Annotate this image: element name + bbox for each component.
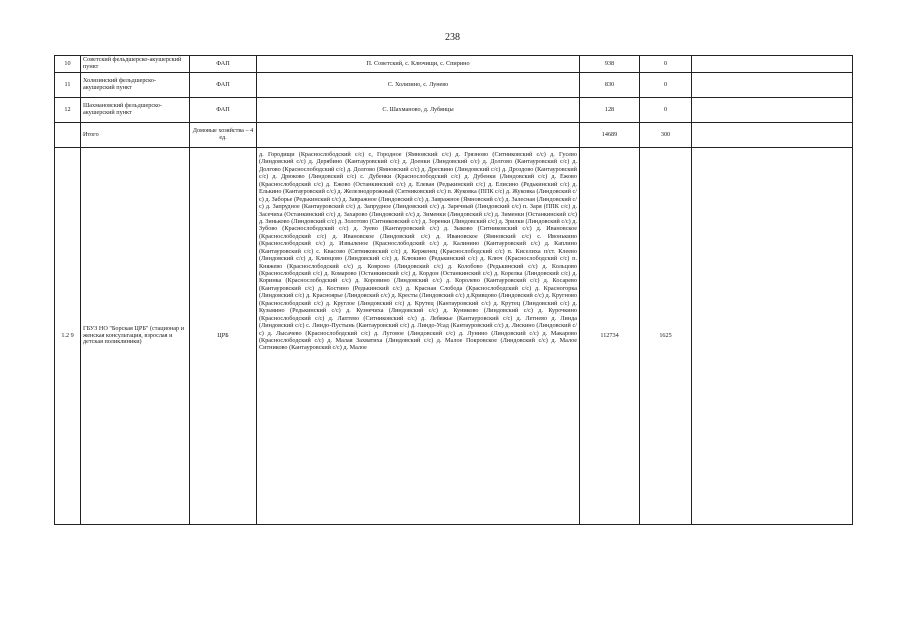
facility-type: ФАП (190, 98, 257, 123)
population: 830 (580, 73, 640, 98)
children: 1625 (640, 148, 692, 525)
row-number (55, 123, 81, 148)
table-row (55, 98, 853, 123)
facility-name: ГБУЗ НО "Борская ЦРБ" (стационар и женская консультация, взрослая и детская поликлиники) (81, 148, 190, 525)
table-row (55, 56, 853, 73)
population-total: 14689 (580, 123, 640, 148)
population: 128 (580, 98, 640, 123)
settlements: С. Холязино, с. Лунево (257, 73, 580, 98)
settlements-list: д. Городищи (Краснослободский с/с) с, Городное (Ямновский с/с) д. Грязново (Ситниковский с/с) д. Гусево (Линдовский с/с) д. Дерябино (Кантауровский с/с) д. Доенки (Линдовский с/с) д. Долгово (Кантауровский с/с) д. Долгово (Краснослободский с/с) д. Долгово (Ямновский с/с) д. Дресвино (Линдовский с/с) д. Дроздово (Кантауровский с/с) д. Дрюково (Линдовский с/с) с. Дубенки (Краснослободский с/с) д. Дубенки (Линдовский с/с) д. Ежово (Краснослободский с/с) д. Ежово (Останкинский с/с) д. Елевая (Редькинский с/с) д. Елисино (Редькинский с/с) д. Елькино (Кантауровский с/с) д. Железнодорожный (Ситниковский с/с) п. Жуковка (ППК с/с) д. Жуковка (Линдовский с/с) д. Заборье (Редькинский с/с) д. Завражное (Линдовский с/с) д. Завражное (Ямновский с/с) д. Залесная (Линдовский с/с) д. Запрудное (Кантауровский с/с) д. Запрудное (Линдовский с/с) д. Заречный (Линдовский с/с) п. Заря (ППК с/с) д. Засечиха (Останкинский с/с) д. Захарово (Линдовский с/с) д. Зименки (Линдовский с/с) д. Зименки (Останкинский с/с) д. Зиньково (Линдовский с/с) д. Золотово (Ситниковский с/с) д. Зоренки (Линдовский с/с) д. Зрилки (Линдовский с/с) д. Зубово (Краснослободский с/с) д. Зуево (Кантауровский с/с) д. Зыково (Ситниковский с/с) д. Ивановское (Краснослободский с/с) д. Ивановское (Линдовский с/с) д. Ивановское (Ямновский с/с) с. Ивонькино (Краснослободский с/с) д. Извыленое (Краснослободский с/с) д. Калинино (Кантауровский с/с) д. Каплино (Кантауровский с/с) с. Квасово (Ситниковский с/с) д. Керженец (Краснослободский с/с) п. Киселиха п/ст. Клеево (Линдовский с/с) д. Клинцово (Линдовский с/с) д. Клюкино (Редькинский с/с) д. Ключ (Краснослободский с/с) п. Княжево (Краснослободский с/с) д. Ковроно (Линдовский с/с) д. Колобово (Редькинский с/с) д. Кольцово (Краснослободский с/с) д. Комарово (Останкинский с/с) д. Кордон (Останкинский с/с) д. Корелка (Линдовский с/с) д. Коринка (Краснослободский с/с) д. Коровино (Линдовский с/с) д. Королево (Кантауровский с/с) д. Косарево (Кантауровский с/с) д. Костино (Редькинский с/с) д. Красная Слобода (Краснослободский с/с) д. Красногорка (Линдовский с/с) д. Красноярье (Линдовский с/с) д. Кресты (Линдовский с/с) д.Кривцово (Линдовский с/с) д. Кругново (Краснослободский с/с) д. Круглое (Линдовский с/с) д. Крутец (Кантауровский с/с) д. Крутец (Линдовский с/с) д. Кузьмино (Редькинский с/с) д. Кузнечиха (Линдовский с/с) д. Куниково (Линдовский с/с) д. Курочкино (Краснослободский с/с) д. Лаптево (Ситниковский с/с) д. Лебяжье (Кантауровский с/с) д. Летнево д. Линда (Линдовский с/с) с. Линдо-Пустынь (Кантауровский с/с) д. Линдо-Усад (Кантауровский с/с) д. Лискино (Линдовский с/с) д. Лысачево (Краснослободский с/с) д. Луговое (Линдовский с/с) д. Лунино (Линдовский с/с) д. Макарово (Краснослободский с/с) д. Малая Захватиха (Линдовский с/с) д. Малое Покровское (Линдовский с/с) д. Малое Ситниково (Кантауровский с/с) д. Малое (259, 151, 577, 352)
settlements: С. Шахманово, д. Лубянцы (257, 98, 580, 123)
empty-cell (692, 98, 853, 123)
settlements-cell (257, 148, 580, 525)
facility-type: ЦРБ (190, 148, 257, 525)
row-number: 10 (55, 56, 81, 73)
children: 0 (640, 56, 692, 73)
population: 938 (580, 56, 640, 73)
facility-name: Советский фельдшерско-акушерский пункт (81, 56, 190, 73)
row-number: 1.2 9 (55, 148, 81, 525)
settlements: П. Советский, с. Ключищи, с. Спирино (257, 56, 580, 73)
total-label: Итого (81, 123, 190, 148)
row-number: 12 (55, 98, 81, 123)
facilities-table (54, 55, 853, 525)
facility-type: ФАП (190, 73, 257, 98)
children-total: 300 (640, 123, 692, 148)
empty-cell (692, 56, 853, 73)
total-row (55, 123, 853, 148)
facility-name: Шахмановский фельдшерско-акушерский пункт (81, 98, 190, 123)
facility-name: Холязинский фельдшерско-акушерский пункт (81, 73, 190, 98)
settlements (257, 123, 580, 148)
row-number: 11 (55, 73, 81, 98)
empty-cell (692, 123, 853, 148)
table-row (55, 73, 853, 98)
page-number: 238 (445, 32, 460, 43)
empty-cell (692, 73, 853, 98)
children: 0 (640, 73, 692, 98)
empty-cell (692, 148, 853, 525)
households-note: Домовые хозяйства – 4 ед. (190, 123, 257, 148)
facility-type: ФАП (190, 56, 257, 73)
population: 112734 (580, 148, 640, 525)
children: 0 (640, 98, 692, 123)
table-row (55, 148, 853, 525)
